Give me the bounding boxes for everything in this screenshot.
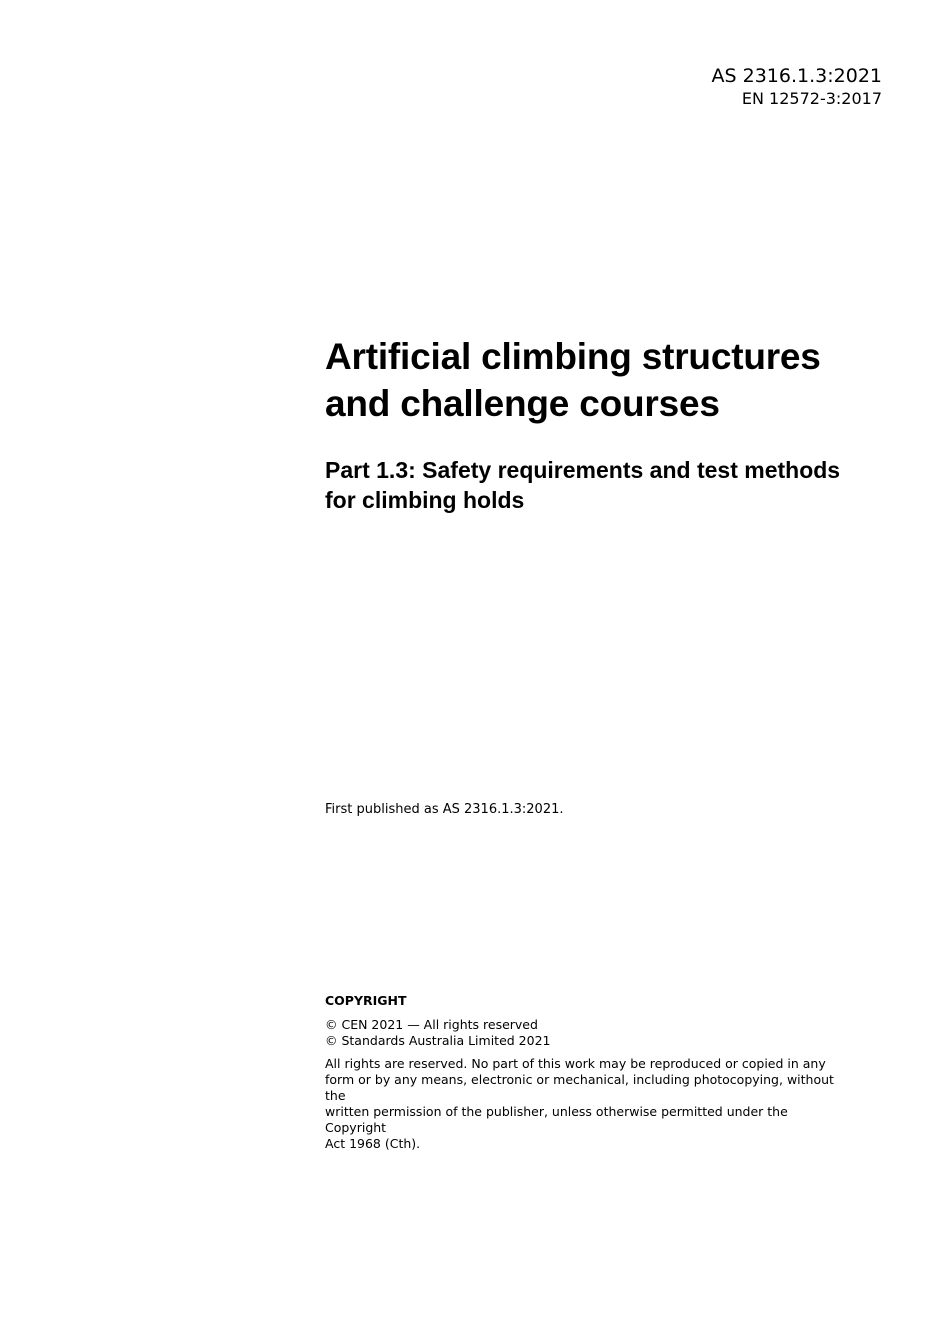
- title-line: Artificial climbing structures: [325, 336, 821, 377]
- standards-australia-copyright-line: © Standards Australia Limited 2021: [325, 1033, 551, 1048]
- rights-line: Act 1968 (Cth).: [325, 1136, 421, 1151]
- subtitle-line: Part 1.3: Safety requirements and test methods: [325, 457, 841, 483]
- document-subtitle: [325, 455, 885, 515]
- title-line: and challenge courses: [325, 383, 720, 424]
- cen-copyright-line: © CEN 2021 — All rights reserved: [325, 1017, 538, 1032]
- rights-line: written permission of the publisher, unless otherwise permitted under the Copyright: [325, 1104, 788, 1135]
- en-standard-number: EN 12572-3:2017: [741, 89, 882, 108]
- subtitle-line: for climbing holds: [325, 487, 525, 513]
- rights-statement: [325, 1056, 850, 1152]
- rights-line: All rights are reserved. No part of this work may be reproduced or copied in any: [325, 1056, 826, 1071]
- as-standard-number: AS 2316.1.3:2021: [711, 65, 882, 87]
- copyright-section: [325, 993, 850, 1152]
- rights-line: form or by any means, electronic or mechanical, including photocopying, without the: [325, 1072, 834, 1103]
- document-title: [325, 333, 885, 427]
- standard-identifiers: [712, 64, 882, 110]
- first-published-note: First published as AS 2316.1.3:2021.: [325, 802, 564, 817]
- copyright-heading: COPYRIGHT: [325, 993, 407, 1008]
- title-block: [325, 333, 885, 515]
